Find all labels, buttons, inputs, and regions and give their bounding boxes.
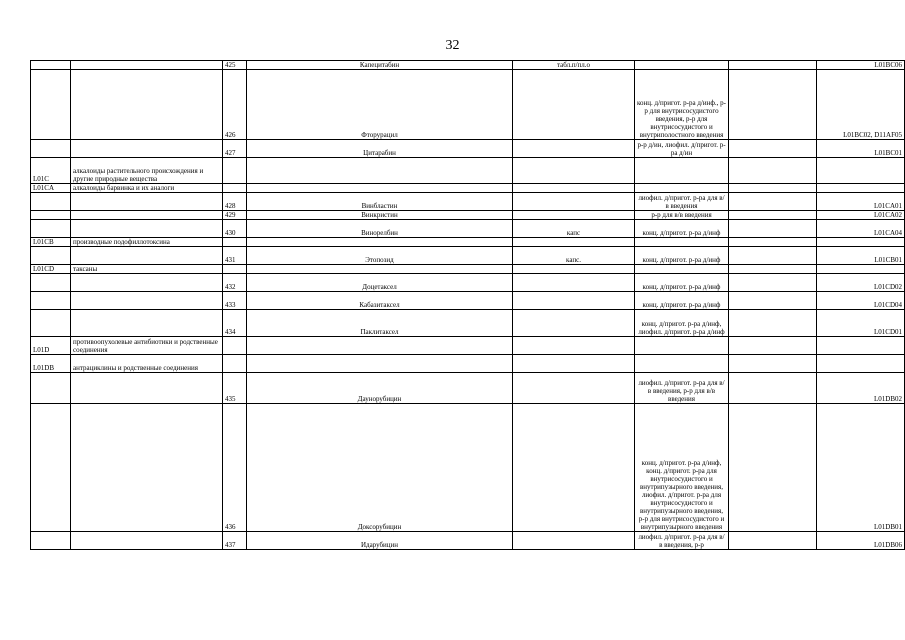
- atc-code: L01CA01: [817, 193, 905, 211]
- atc-group-code: [31, 61, 71, 70]
- dosage-form-1: [513, 211, 635, 220]
- dosage-form-3: [729, 211, 817, 220]
- table-row: [31, 310, 905, 337]
- row-number: 432: [223, 274, 247, 292]
- drug-name: Фторурацил: [247, 70, 513, 140]
- dosage-form-3: [729, 238, 817, 247]
- dosage-form-2: конц. д/пригот. р-ра д/инф., р-р для внутрисосудистого введения, р-р для внутрисосудистого и внутриполостного введения: [635, 70, 729, 140]
- dosage-form-1: [513, 404, 635, 532]
- dosage-form-1: [513, 265, 635, 274]
- atc-group-name: [71, 373, 223, 404]
- atc-code: L01CA04: [817, 220, 905, 238]
- dosage-form-1: табл.п/пл.о: [513, 61, 635, 70]
- atc-group-code: L01C: [31, 158, 71, 184]
- dosage-form-2: [635, 337, 729, 355]
- dosage-form-3: [729, 310, 817, 337]
- drug-name: Винкристин: [247, 211, 513, 220]
- drug-name: Этопозид: [247, 247, 513, 265]
- row-number: [223, 355, 247, 373]
- atc-group-name: [71, 220, 223, 238]
- table-row: [31, 158, 905, 184]
- dosage-form-2: р-р д/ин, лиофил. д/пригот. р-ра д/ин: [635, 140, 729, 158]
- dosage-form-1: [513, 140, 635, 158]
- atc-group-code: [31, 532, 71, 550]
- table-row: [31, 355, 905, 373]
- dosage-form-3: [729, 158, 817, 184]
- dosage-form-2: лиофил. д/пригот. р-ра для в/в введения, р-р для в/в введения: [635, 373, 729, 404]
- table-row: [31, 274, 905, 292]
- drug-name: Цитарабин: [247, 140, 513, 158]
- table-row: [31, 193, 905, 211]
- table-row: [31, 373, 905, 404]
- drug-table: [30, 60, 905, 550]
- dosage-form-1: [513, 274, 635, 292]
- table-row: [31, 238, 905, 247]
- dosage-form-1: [513, 292, 635, 310]
- atc-group-code: [31, 140, 71, 158]
- atc-group-code: [31, 274, 71, 292]
- atc-group-code: L01CD: [31, 265, 71, 274]
- atc-group-code: L01D: [31, 337, 71, 355]
- table-row: [31, 532, 905, 550]
- atc-code: L01CB01: [817, 247, 905, 265]
- dosage-form-2: конц. д/пригот. р-ра д/инф: [635, 292, 729, 310]
- row-number: [223, 238, 247, 247]
- dosage-form-1: [513, 70, 635, 140]
- dosage-form-1: [513, 355, 635, 373]
- table-row: [31, 184, 905, 193]
- atc-group-name: [71, 193, 223, 211]
- atc-code: L01CD04: [817, 292, 905, 310]
- drug-name: Доксорубицин: [247, 404, 513, 532]
- atc-group-name: противоопухолевые антибиотики и родственные соединения: [71, 337, 223, 355]
- table-row: [31, 404, 905, 532]
- dosage-form-2: р-р для в/в введения: [635, 211, 729, 220]
- dosage-form-3: [729, 265, 817, 274]
- atc-code: [817, 337, 905, 355]
- row-number: 425: [223, 61, 247, 70]
- row-number: 428: [223, 193, 247, 211]
- dosage-form-2: [635, 158, 729, 184]
- atc-group-name: таксаны: [71, 265, 223, 274]
- dosage-form-3: [729, 404, 817, 532]
- dosage-form-1: [513, 373, 635, 404]
- dosage-form-1: капс: [513, 220, 635, 238]
- atc-code: [817, 355, 905, 373]
- atc-group-name: [71, 140, 223, 158]
- atc-code: [817, 238, 905, 247]
- row-number: 433: [223, 292, 247, 310]
- dosage-form-3: [729, 355, 817, 373]
- row-number: 435: [223, 373, 247, 404]
- atc-group-name: [71, 61, 223, 70]
- dosage-form-1: [513, 532, 635, 550]
- atc-code: L01CD02: [817, 274, 905, 292]
- dosage-form-3: [729, 532, 817, 550]
- dosage-form-3: [729, 220, 817, 238]
- dosage-form-1: [513, 193, 635, 211]
- table-row: [31, 337, 905, 355]
- dosage-form-1: [513, 184, 635, 193]
- dosage-form-2: [635, 238, 729, 247]
- table-row: [31, 265, 905, 274]
- atc-group-name: [71, 274, 223, 292]
- dosage-form-2: [635, 265, 729, 274]
- atc-group-code: [31, 220, 71, 238]
- atc-group-name: антрациклины и родственные соединения: [71, 355, 223, 373]
- table-row: [31, 61, 905, 70]
- atc-group-code: [31, 292, 71, 310]
- atc-group-name: [71, 310, 223, 337]
- atc-code: L01DB02: [817, 373, 905, 404]
- row-number: 429: [223, 211, 247, 220]
- atc-code: L01BC06: [817, 61, 905, 70]
- dosage-form-2: лиофил. д/пригот. р-ра для в/в введения: [635, 193, 729, 211]
- dosage-form-2: конц. д/пригот. р-ра д/инф, лиофил. д/пригот. р-ра д/инф: [635, 310, 729, 337]
- row-number: 430: [223, 220, 247, 238]
- dosage-form-3: [729, 61, 817, 70]
- row-number: 434: [223, 310, 247, 337]
- atc-group-code: L01DB: [31, 355, 71, 373]
- dosage-form-2: [635, 61, 729, 70]
- atc-group-name: [71, 292, 223, 310]
- drug-name: [247, 184, 513, 193]
- row-number: [223, 265, 247, 274]
- dosage-form-2: конц. д/пригот. р-ра д/инф: [635, 220, 729, 238]
- row-number: [223, 337, 247, 355]
- atc-code: [817, 184, 905, 193]
- drug-name: [247, 238, 513, 247]
- dosage-form-2: конц. д/пригот. р-ра д/инф, конц. д/пригот. р-ра для внутрисосудистого и внутрипузырного введения, лиофил. д/пригот. р-ра для внутрисосудистого и внутрипузырного введения, р-р для внутрисосудистого и внутрипузырного введения: [635, 404, 729, 532]
- atc-group-name: [71, 532, 223, 550]
- atc-code: L01DB01: [817, 404, 905, 532]
- atc-group-name: [71, 70, 223, 140]
- atc-group-name: производные подофиллотоксина: [71, 238, 223, 247]
- atc-code: L01DB06: [817, 532, 905, 550]
- drug-name: [247, 355, 513, 373]
- drug-name: [247, 337, 513, 355]
- row-number: 431: [223, 247, 247, 265]
- atc-code: L01CD01: [817, 310, 905, 337]
- drug-name: Доцетаксел: [247, 274, 513, 292]
- drug-name: Винбластин: [247, 193, 513, 211]
- atc-code: L01BC01: [817, 140, 905, 158]
- atc-group-code: [31, 70, 71, 140]
- drug-name: [247, 158, 513, 184]
- dosage-form-3: [729, 193, 817, 211]
- row-number: 426: [223, 70, 247, 140]
- drug-name: [247, 265, 513, 274]
- table-row: [31, 140, 905, 158]
- row-number: 437: [223, 532, 247, 550]
- atc-group-code: [31, 211, 71, 220]
- dosage-form-2: лиофил. д/пригот. р-ра для в/в введения, р-р: [635, 532, 729, 550]
- dosage-form-2: [635, 355, 729, 373]
- drug-name: Кабазитаксел: [247, 292, 513, 310]
- dosage-form-3: [729, 292, 817, 310]
- atc-group-name: [71, 211, 223, 220]
- dosage-form-3: [729, 184, 817, 193]
- atc-group-name: алкалоиды барвинка и их аналоги: [71, 184, 223, 193]
- dosage-form-3: [729, 247, 817, 265]
- atc-code: L01CA02: [817, 211, 905, 220]
- page-number: 32: [445, 38, 460, 53]
- atc-group-code: [31, 404, 71, 532]
- atc-code: [817, 265, 905, 274]
- dosage-form-2: [635, 184, 729, 193]
- dosage-form-2: конц. д/пригот. р-ра д/инф: [635, 247, 729, 265]
- dosage-form-1: [513, 158, 635, 184]
- atc-group-code: [31, 310, 71, 337]
- atc-group-code: [31, 193, 71, 211]
- row-number: 427: [223, 140, 247, 158]
- table-row: [31, 70, 905, 140]
- atc-code: L01BC02, D11AF05: [817, 70, 905, 140]
- atc-code: [817, 158, 905, 184]
- dosage-form-1: [513, 238, 635, 247]
- drug-name: Винорелбин: [247, 220, 513, 238]
- atc-group-code: [31, 373, 71, 404]
- atc-group-code: [31, 247, 71, 265]
- row-number: [223, 184, 247, 193]
- dosage-form-1: капс.: [513, 247, 635, 265]
- row-number: 436: [223, 404, 247, 532]
- dosage-form-1: [513, 310, 635, 337]
- atc-group-code: L01CA: [31, 184, 71, 193]
- drug-name: Идарубицин: [247, 532, 513, 550]
- drug-name: Капецитабин: [247, 61, 513, 70]
- dosage-form-3: [729, 70, 817, 140]
- dosage-form-3: [729, 373, 817, 404]
- drug-name: Паклитаксел: [247, 310, 513, 337]
- table-row: [31, 292, 905, 310]
- dosage-form-3: [729, 140, 817, 158]
- table-row: [31, 211, 905, 220]
- table-row: [31, 220, 905, 238]
- atc-group-code: L01CB: [31, 238, 71, 247]
- dosage-form-3: [729, 337, 817, 355]
- atc-group-name: [71, 404, 223, 532]
- row-number: [223, 158, 247, 184]
- dosage-form-2: конц. д/пригот. р-ра д/инф: [635, 274, 729, 292]
- dosage-form-3: [729, 274, 817, 292]
- table-body: [31, 61, 905, 550]
- atc-group-name: [71, 247, 223, 265]
- atc-group-name: алкалоиды растительного происхождения и другие природные вещества: [71, 158, 223, 184]
- drug-name: Даунорубицин: [247, 373, 513, 404]
- dosage-form-1: [513, 337, 635, 355]
- table-row: [31, 247, 905, 265]
